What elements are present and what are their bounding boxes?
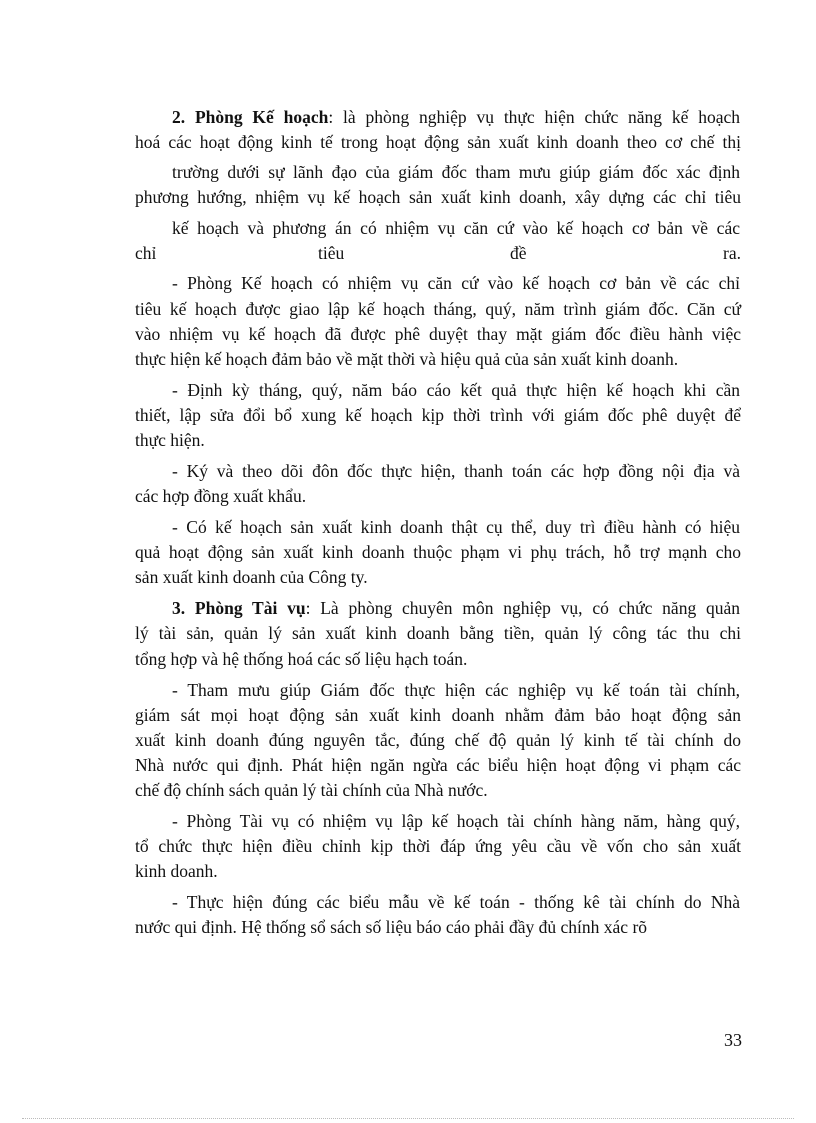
text-line: hoá các hoạt động kinh tế trong hoạt động sản xuất kinh doanh theo cơ chế thị — [135, 132, 741, 152]
text-line: sản xuất kinh doanh của Công ty. — [135, 567, 368, 587]
text-line: vào nhiệm vụ kế hoạch đã được phê duyệt thay mặt giám đốc điều hành việc — [135, 324, 741, 344]
document-page: 2. Phòng Kế hoạch: là phòng nghiệp vụ thực hiện chức năng kế hoạch hoá các hoạt động kinh tế trong hoạt động sản xuất kinh doanh theo cơ chế thị trường dưới sự lãnh đạo của giám đốc tham mưu giúp giám đốc xác định phương hướng, nhiệm vụ kế hoạch sản xuất kinh doanh, xây dựng các chỉ tiêu kế hoạch và phương án có nhiệm vụ căn cứ vào kế hoạch cơ bản về các chỉ tiêu đề ra. - Phòng Kế hoạch có nhiệm vụ căn cứ vào kế hoạch cơ bản về các chỉ tiêu kế hoạch được giao lập kế hoạch tháng, quý, năm trình giám đốc. Căn cứ vào nhiệm vụ kế hoạch đã được phê duyệt thay mặt giám đốc điều hành việc thực hiện kế hoạch đảm bảo về mặt thời và hiệu quả của sản xuất kinh doanh. - Định kỳ tháng, quý, năm báo cáo kết quả thực hiện kế hoạch khi cần thiết, lập sửa đổi bổ xung kế hoạch kịp thời trình với giám đốc phê duyệt để thực hiện. - Ký và theo dõi đôn đốc thực hiện, thanh toán các hợp đồng nội địa và các hợp đồng xuất khẩu. - Có kế hoạch sản xuất kinh doanh thật cụ thể, duy trì điều hành có hiệu quả hoạt động sản xuất kinh doanh thuộc phạm vi phụ trách, hỗ trợ mạnh cho sản xuất kinh doanh của Công ty. 3. Phòng Tài vụ: Là phòng chuyên môn nghiệp vụ, có chức năng quản lý tài sản, quản lý sản xuất kinh doanh bằng tiền, quản lý công tác thu chi tổng hợp và hệ thống hoá các số liệu hạch toán. - Tham mưu giúp Giám đốc thực hiện các nghiệp vụ kế toán tài chính, giám sát mọi hoạt động sản xuất kinh doanh nhằm đảm bảo hoạt động sản xuất kinh doanh đúng nguyên tắc, đúng chế độ quản lý kinh tế tài chính do Nhà nước qui định. Phát hiện ngăn ngừa các biểu hiện hoạt động vi phạm các chế độ chính sách quản lý tài chính của Nhà nước. - Phòng Tài vụ có nhiệm vụ lập kế hoạch tài chính hàng năm, hàng quý, tổ chức thực hiện điều chỉnh kịp thời đáp ứng yêu cầu về vốn cho sản xuất kinh doanh. - Thực hiện đúng các biểu mẫu về kế toán - thống kê tài chính do Nhà nước qui định. Hệ thống sổ sách số liệu báo cáo phải đầy đủ chính xác rõ 33 — [0, 0, 816, 1123]
section-3-heading: 3. Phòng Tài vụ — [172, 598, 306, 618]
text-line: tổng hợp và hệ thống hoá các số liệu hạch toán. — [135, 649, 468, 669]
text-line: kinh doanh. — [135, 861, 218, 881]
text-line: thiết, lập sửa đổi bổ xung kế hoạch kịp thời trình với giám đốc phê duyệt để — [135, 405, 741, 425]
text-line: tổ chức thực hiện điều chỉnh kịp thời đáp ứng yêu cầu về vốn cho sản xuất — [135, 836, 741, 856]
text-line: xuất kinh doanh đúng nguyên tắc, đúng chế độ quản lý kinh tế tài chính do — [135, 730, 741, 750]
text-line: - Tham mưu giúp Giám đốc thực hiện các nghiệp vụ kế toán tài chính, — [172, 680, 740, 700]
text-line: trường dưới sự lãnh đạo của giám đốc tham mưu giúp giám đốc xác định — [172, 162, 740, 182]
text-line: - Có kế hoạch sản xuất kinh doanh thật cụ thể, duy trì điều hành có hiệu — [172, 517, 740, 537]
section-2-heading: 2. Phòng Kế hoạch — [172, 107, 329, 127]
text-line: nước qui định. Hệ thống sổ sách số liệu báo cáo phải đầy đủ chính xác rõ — [135, 917, 648, 937]
text-line: Nhà nước qui định. Phát hiện ngăn ngừa các biểu hiện hoạt động vi phạm các — [135, 755, 741, 775]
text-line: - Thực hiện đúng các biểu mẫu về kế toán - thống kê tài chính do Nhà — [172, 892, 740, 912]
page-bottom-divider — [22, 1118, 794, 1119]
text-line: kế hoạch và phương án có nhiệm vụ căn cứ vào kế hoạch cơ bản về các — [172, 218, 740, 238]
text-line: chế độ chính sách quản lý tài chính của Nhà nước. — [135, 780, 488, 800]
text-line: thực hiện kế hoạch đảm bảo về mặt thời và hiệu quả của sản xuất kinh doanh. — [135, 349, 679, 369]
text-line: - Phòng Kế hoạch có nhiệm vụ căn cứ vào kế hoạch cơ bản về các chỉ — [172, 273, 740, 293]
text-line: thực hiện. — [135, 430, 205, 450]
text-line: các hợp đồng xuất khẩu. — [135, 486, 307, 506]
text-line: - Định kỳ tháng, quý, năm báo cáo kết quả thực hiện kế hoạch khi cần — [172, 380, 740, 400]
text-line: giám sát mọi hoạt động sản xuất kinh doanh nhằm đảm bảo hoạt động sản — [135, 705, 741, 725]
text-line: lý tài sản, quản lý sản xuất kinh doanh bằng tiền, quản lý công tác thu chi — [135, 623, 741, 643]
page-number: 33 — [724, 1030, 742, 1050]
section-3-line-1: 3. Phòng Tài vụ: Là phòng chuyên môn nghiệp vụ, có chức năng quản — [172, 598, 740, 618]
text-line: tiêu kế hoạch được giao lập kế hoạch tháng, quý, năm trình giám đốc. Căn cứ — [135, 299, 741, 319]
text-line: phương hướng, nhiệm vụ kế hoạch sản xuất kinh doanh, xây dựng các chỉ tiêu — [135, 187, 741, 207]
section-2-line-1: 2. Phòng Kế hoạch: là phòng nghiệp vụ thực hiện chức năng kế hoạch — [172, 107, 740, 127]
text-line: - Ký và theo dõi đôn đốc thực hiện, thanh toán các hợp đồng nội địa và — [172, 461, 740, 481]
text-line: - Phòng Tài vụ có nhiệm vụ lập kế hoạch tài chính hàng năm, hàng quý, — [172, 811, 740, 831]
text-line: quả hoạt động sản xuất kinh doanh thuộc phạm vi phụ trách, hỗ trợ mạnh cho — [135, 542, 741, 562]
